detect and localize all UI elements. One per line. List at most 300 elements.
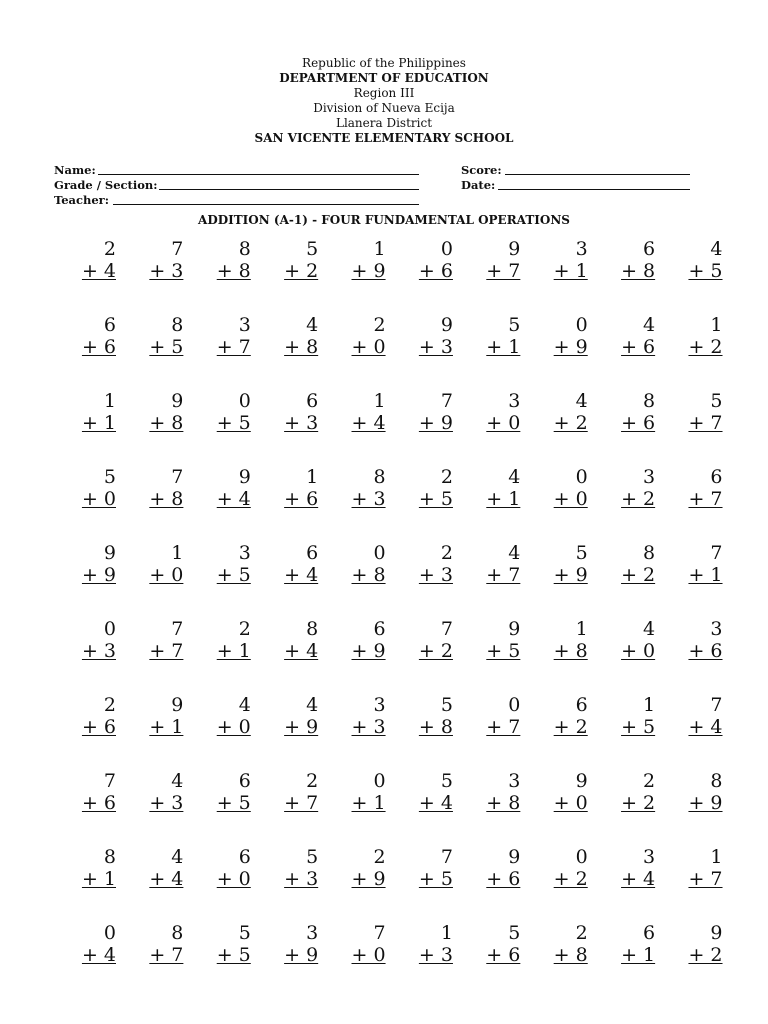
bottom-addend: + 0 [216, 868, 251, 890]
top-addend: 1 [710, 846, 723, 868]
top-addend: 8 [643, 390, 656, 412]
top-addend: 5 [238, 922, 251, 944]
top-addend: 8 [710, 770, 723, 792]
addition-problem [139, 770, 183, 846]
top-addend: 8 [103, 846, 116, 868]
addition-problem [139, 542, 183, 618]
top-addend: 3 [373, 694, 386, 716]
bottom-addend: + 7 [149, 640, 184, 662]
addition-problem [207, 238, 251, 314]
addition-problem [544, 846, 588, 922]
bottom-addend: + 6 [621, 412, 656, 434]
top-addend: 4 [306, 694, 319, 716]
top-addend: 2 [643, 770, 656, 792]
top-addend: 1 [373, 390, 386, 412]
addition-problem [409, 542, 453, 618]
department-line: DEPARTMENT OF EDUCATION [279, 71, 489, 85]
top-addend: 6 [710, 466, 723, 488]
bottom-addend: + 0 [553, 792, 588, 814]
bottom-addend: + 6 [81, 336, 116, 358]
name-label: Name: [54, 163, 96, 177]
bottom-addend: + 0 [621, 640, 656, 662]
addition-problem [679, 770, 723, 846]
bottom-addend: + 4 [81, 944, 116, 966]
bottom-addend: + 7 [284, 792, 319, 814]
addition-problem [679, 390, 723, 466]
bottom-addend: + 3 [418, 336, 453, 358]
bottom-addend: + 4 [418, 792, 453, 814]
bottom-addend: + 9 [418, 412, 453, 434]
top-addend: 7 [440, 390, 453, 412]
bottom-addend: + 5 [216, 564, 251, 586]
addition-problem [611, 618, 655, 694]
division-line: Division of Nueva Ecija [313, 101, 455, 115]
addition-problem [274, 542, 318, 618]
addition-problem [207, 314, 251, 390]
grade-section-label: Grade / Section: [54, 178, 158, 192]
bottom-addend: + 0 [81, 488, 116, 510]
top-addend: 2 [238, 618, 251, 640]
top-addend: 8 [238, 238, 251, 260]
addition-problem [139, 922, 183, 998]
top-addend: 7 [171, 238, 184, 260]
top-addend: 5 [103, 466, 116, 488]
addition-problem [611, 466, 655, 542]
bottom-addend: + 5 [486, 640, 521, 662]
top-addend: 4 [710, 238, 723, 260]
bottom-addend: + 3 [149, 792, 184, 814]
top-addend: 9 [171, 390, 184, 412]
bottom-addend: + 8 [351, 564, 386, 586]
addition-problem [72, 922, 116, 998]
bottom-addend: + 9 [351, 640, 386, 662]
bottom-addend: + 9 [688, 792, 723, 814]
addition-problem [342, 542, 386, 618]
top-addend: 4 [508, 542, 521, 564]
top-addend: 6 [306, 390, 319, 412]
top-addend: 4 [171, 846, 184, 868]
top-addend: 5 [508, 314, 521, 336]
region-line: Region III [353, 86, 415, 100]
bottom-addend: + 7 [486, 716, 521, 738]
addition-problem [409, 694, 453, 770]
bottom-addend: + 4 [688, 716, 723, 738]
addition-problem [544, 542, 588, 618]
teacher-field[interactable] [54, 193, 420, 208]
bottom-addend: + 4 [351, 412, 386, 434]
top-addend: 4 [306, 314, 319, 336]
addition-problem [476, 618, 520, 694]
top-addend: 5 [710, 390, 723, 412]
top-addend: 0 [508, 694, 521, 716]
addition-problem [476, 922, 520, 998]
addition-problem [611, 314, 655, 390]
addition-problem [342, 922, 386, 998]
top-addend: 8 [643, 542, 656, 564]
top-addend: 9 [103, 542, 116, 564]
top-addend: 3 [238, 542, 251, 564]
bottom-addend: + 4 [149, 868, 184, 890]
addition-problem [611, 390, 655, 466]
addition-problem [409, 238, 453, 314]
bottom-addend: + 2 [621, 564, 656, 586]
top-addend: 1 [171, 542, 184, 564]
bottom-addend: + 3 [418, 944, 453, 966]
addition-problem [611, 922, 655, 998]
addition-problem [679, 694, 723, 770]
bottom-addend: + 0 [216, 716, 251, 738]
bottom-addend: + 7 [688, 412, 723, 434]
bottom-addend: + 3 [284, 412, 319, 434]
top-addend: 0 [103, 618, 116, 640]
addition-problem [274, 770, 318, 846]
addition-problem [544, 466, 588, 542]
addition-problem [139, 846, 183, 922]
addition-problem [72, 390, 116, 466]
bottom-addend: + 7 [149, 944, 184, 966]
bottom-addend: + 2 [688, 336, 723, 358]
bottom-addend: + 4 [81, 260, 116, 282]
bottom-addend: + 1 [149, 716, 184, 738]
bottom-addend: + 7 [486, 564, 521, 586]
top-addend: 0 [103, 922, 116, 944]
addition-problem [139, 618, 183, 694]
top-addend: 0 [575, 466, 588, 488]
bottom-addend: + 1 [621, 944, 656, 966]
top-addend: 2 [306, 770, 319, 792]
top-addend: 3 [643, 846, 656, 868]
top-addend: 0 [575, 846, 588, 868]
addition-problem [679, 238, 723, 314]
addition-problem [274, 238, 318, 314]
addition-problem [342, 846, 386, 922]
bottom-addend: + 3 [418, 564, 453, 586]
bottom-addend: + 2 [284, 260, 319, 282]
bottom-addend: + 8 [149, 488, 184, 510]
addition-problem [274, 390, 318, 466]
addition-problem [274, 314, 318, 390]
name-field[interactable] [54, 163, 420, 178]
addition-problem [274, 846, 318, 922]
name-line[interactable] [98, 174, 419, 175]
bottom-addend: + 0 [351, 944, 386, 966]
addition-problem [611, 542, 655, 618]
top-addend: 4 [575, 390, 588, 412]
addition-problem [342, 694, 386, 770]
addition-problem [207, 846, 251, 922]
top-addend: 3 [306, 922, 319, 944]
addition-problem [679, 542, 723, 618]
top-addend: 2 [373, 846, 386, 868]
addition-problem [72, 238, 116, 314]
bottom-addend: + 6 [81, 716, 116, 738]
republic-line: Republic of the Philippines [302, 56, 466, 70]
addition-problem [544, 314, 588, 390]
top-addend: 3 [575, 238, 588, 260]
worksheet-title: ADDITION (A-1) - FOUR FUNDAMENTAL OPERATIONS [198, 213, 570, 227]
addition-problem [72, 542, 116, 618]
addition-problem [476, 770, 520, 846]
top-addend: 8 [171, 314, 184, 336]
bottom-addend: + 8 [418, 716, 453, 738]
bottom-addend: + 4 [216, 488, 251, 510]
bottom-addend: + 1 [486, 336, 521, 358]
addition-problem [476, 238, 520, 314]
addition-problem [72, 314, 116, 390]
top-addend: 7 [440, 618, 453, 640]
top-addend: 9 [710, 922, 723, 944]
addition-problem [139, 238, 183, 314]
bottom-addend: + 6 [418, 260, 453, 282]
top-addend: 2 [103, 238, 116, 260]
bottom-addend: + 5 [149, 336, 184, 358]
addition-problem [544, 618, 588, 694]
top-addend: 1 [440, 922, 453, 944]
date-field[interactable] [461, 178, 691, 193]
top-addend: 4 [171, 770, 184, 792]
addition-problem [679, 846, 723, 922]
addition-problem [72, 618, 116, 694]
bottom-addend: + 8 [216, 260, 251, 282]
bottom-addend: + 6 [621, 336, 656, 358]
top-addend: 0 [440, 238, 453, 260]
addition-problem [409, 618, 453, 694]
bottom-addend: + 4 [284, 564, 319, 586]
top-addend: 1 [103, 390, 116, 412]
top-addend: 2 [575, 922, 588, 944]
addition-problem [476, 466, 520, 542]
grade-section-line[interactable] [159, 189, 419, 190]
addition-problem [409, 846, 453, 922]
addition-problem [207, 542, 251, 618]
bottom-addend: + 3 [284, 868, 319, 890]
bottom-addend: + 8 [486, 792, 521, 814]
bottom-addend: + 9 [553, 336, 588, 358]
addition-problem [679, 618, 723, 694]
addition-problem [72, 694, 116, 770]
top-addend: 5 [306, 846, 319, 868]
top-addend: 3 [508, 770, 521, 792]
bottom-addend: + 7 [688, 868, 723, 890]
bottom-addend: + 5 [216, 412, 251, 434]
addition-problem [476, 846, 520, 922]
bottom-addend: + 4 [284, 640, 319, 662]
date-line[interactable] [498, 189, 690, 190]
top-addend: 4 [238, 694, 251, 716]
top-addend: 7 [103, 770, 116, 792]
addition-problem [679, 314, 723, 390]
addition-problem [139, 390, 183, 466]
top-addend: 9 [238, 466, 251, 488]
top-addend: 6 [643, 922, 656, 944]
top-addend: 0 [575, 314, 588, 336]
top-addend: 1 [575, 618, 588, 640]
addition-problem [476, 694, 520, 770]
addition-problem [342, 770, 386, 846]
bottom-addend: + 0 [486, 412, 521, 434]
bottom-addend: + 9 [351, 868, 386, 890]
top-addend: 7 [171, 618, 184, 640]
top-addend: 7 [171, 466, 184, 488]
bottom-addend: + 3 [81, 640, 116, 662]
top-addend: 6 [575, 694, 588, 716]
addition-problem [72, 846, 116, 922]
addition-problem [544, 390, 588, 466]
addition-problem [207, 922, 251, 998]
bottom-addend: + 2 [621, 488, 656, 510]
addition-problem [274, 466, 318, 542]
addition-problem [544, 238, 588, 314]
top-addend: 2 [103, 694, 116, 716]
bottom-addend: + 7 [486, 260, 521, 282]
top-addend: 1 [373, 238, 386, 260]
top-addend: 4 [508, 466, 521, 488]
top-addend: 3 [508, 390, 521, 412]
addition-problem [139, 694, 183, 770]
bottom-addend: + 8 [284, 336, 319, 358]
bottom-addend: + 9 [351, 260, 386, 282]
addition-problem [679, 466, 723, 542]
bottom-addend: + 1 [216, 640, 251, 662]
bottom-addend: + 9 [284, 716, 319, 738]
addition-problem [342, 390, 386, 466]
bottom-addend: + 2 [553, 716, 588, 738]
bottom-addend: + 1 [486, 488, 521, 510]
bottom-addend: + 2 [621, 792, 656, 814]
top-addend: 0 [238, 390, 251, 412]
bottom-addend: + 0 [149, 564, 184, 586]
addition-problem [409, 466, 453, 542]
addition-problem [207, 618, 251, 694]
addition-problem [476, 314, 520, 390]
addition-problem [409, 390, 453, 466]
addition-problem [611, 846, 655, 922]
addition-problem [476, 390, 520, 466]
bottom-addend: + 9 [284, 944, 319, 966]
top-addend: 6 [103, 314, 116, 336]
addition-problem [611, 238, 655, 314]
top-addend: 5 [440, 694, 453, 716]
addition-problem [342, 618, 386, 694]
teacher-label: Teacher: [54, 193, 109, 207]
bottom-addend: + 9 [553, 564, 588, 586]
bottom-addend: + 4 [621, 868, 656, 890]
top-addend: 1 [710, 314, 723, 336]
top-addend: 9 [171, 694, 184, 716]
grade-section-field[interactable] [54, 178, 420, 193]
top-addend: 7 [373, 922, 386, 944]
top-addend: 2 [440, 466, 453, 488]
problems-grid [72, 238, 723, 998]
bottom-addend: + 8 [149, 412, 184, 434]
addition-problem [207, 390, 251, 466]
bottom-addend: + 3 [149, 260, 184, 282]
addition-problem [679, 922, 723, 998]
top-addend: 2 [440, 542, 453, 564]
district-line: Llanera District [335, 116, 433, 130]
bottom-addend: + 7 [688, 488, 723, 510]
top-addend: 0 [373, 542, 386, 564]
bottom-addend: + 5 [216, 944, 251, 966]
bottom-addend: + 1 [688, 564, 723, 586]
top-addend: 6 [238, 770, 251, 792]
teacher-line[interactable] [113, 204, 419, 205]
bottom-addend: + 6 [486, 868, 521, 890]
date-label: Date: [461, 178, 496, 192]
bottom-addend: + 8 [553, 640, 588, 662]
top-addend: 3 [643, 466, 656, 488]
top-addend: 3 [238, 314, 251, 336]
bottom-addend: + 2 [418, 640, 453, 662]
bottom-addend: + 1 [81, 412, 116, 434]
addition-problem [139, 314, 183, 390]
bottom-addend: + 2 [553, 412, 588, 434]
bottom-addend: + 8 [553, 944, 588, 966]
bottom-addend: + 7 [216, 336, 251, 358]
top-addend: 9 [508, 846, 521, 868]
addition-problem [544, 770, 588, 846]
top-addend: 8 [171, 922, 184, 944]
bottom-addend: + 2 [553, 868, 588, 890]
score-field[interactable] [461, 163, 691, 178]
addition-problem [409, 922, 453, 998]
top-addend: 8 [306, 618, 319, 640]
top-addend: 0 [373, 770, 386, 792]
bottom-addend: + 6 [688, 640, 723, 662]
document-header [0, 56, 768, 146]
addition-problem [207, 694, 251, 770]
top-addend: 7 [440, 846, 453, 868]
addition-problem [611, 694, 655, 770]
bottom-addend: + 1 [81, 868, 116, 890]
top-addend: 5 [508, 922, 521, 944]
bottom-addend: + 6 [486, 944, 521, 966]
top-addend: 5 [440, 770, 453, 792]
top-addend: 9 [508, 238, 521, 260]
top-addend: 9 [440, 314, 453, 336]
addition-problem [274, 618, 318, 694]
addition-problem [207, 770, 251, 846]
addition-problem [274, 922, 318, 998]
top-addend: 7 [710, 542, 723, 564]
addition-problem [409, 314, 453, 390]
addition-problem [342, 466, 386, 542]
top-addend: 5 [306, 238, 319, 260]
addition-problem [72, 770, 116, 846]
top-addend: 1 [306, 466, 319, 488]
bottom-addend: + 1 [553, 260, 588, 282]
top-addend: 4 [643, 618, 656, 640]
addition-problem [611, 770, 655, 846]
bottom-addend: + 6 [284, 488, 319, 510]
addition-problem [476, 542, 520, 618]
top-addend: 6 [373, 618, 386, 640]
bottom-addend: + 3 [351, 488, 386, 510]
addition-problem [139, 466, 183, 542]
score-line[interactable] [505, 174, 690, 175]
top-addend: 3 [710, 618, 723, 640]
bottom-addend: + 5 [688, 260, 723, 282]
addition-problem [409, 770, 453, 846]
addition-problem [342, 314, 386, 390]
bottom-addend: + 3 [351, 716, 386, 738]
top-addend: 8 [373, 466, 386, 488]
school-name: SAN VICENTE ELEMENTARY SCHOOL [254, 131, 514, 145]
top-addend: 9 [575, 770, 588, 792]
top-addend: 2 [373, 314, 386, 336]
addition-problem [274, 694, 318, 770]
top-addend: 9 [508, 618, 521, 640]
